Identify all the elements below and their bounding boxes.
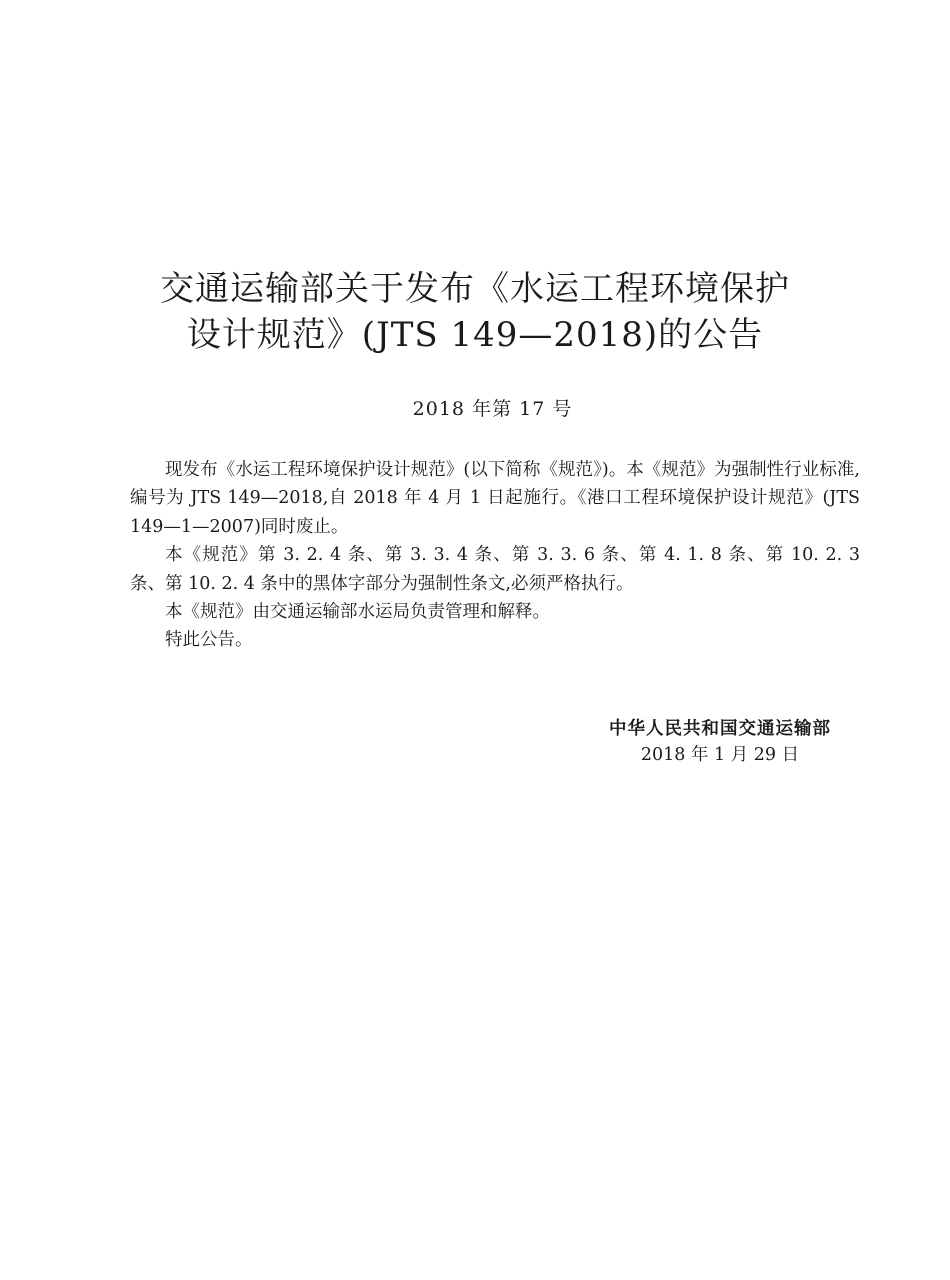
- title-line-2: 设计规范》(JTS 149—2018)的公告: [186, 315, 764, 355]
- title-line-1: 交通运输部关于发布《水运工程环境保护: [160, 269, 790, 309]
- paragraph-management: 本《规范》由交通运输部水运局负责管理和解释。: [165, 602, 550, 623]
- paragraph-publication: 现发布《水运工程环境保护设计规范》(以下简称《规范》)。本《规范》为强制性行业标准,编号为 JTS 149—2018,自 2018 年 4 月 1 日起施行。《港口工程环境保护设计规范》(JTS 149—1—2007)同时废止。: [130, 460, 860, 537]
- announcement-title: [0, 266, 950, 358]
- paragraph-mandatory-clauses: 本《规范》第 3. 2. 4 条、第 3. 3. 4 条、第 3. 3. 6 条、第 4. 1. 8 条、第 10. 2. 3 条、第 10. 2. 4 条中的黑体字部分为强制性条文,必须严格执行。: [130, 545, 860, 594]
- announcement-body: [130, 456, 860, 655]
- announcement-number: 2018 年第 17 号: [412, 398, 573, 420]
- paragraph-closing: 特此公告。: [165, 630, 253, 651]
- signature-block: [560, 716, 880, 768]
- issue-date: 2018 年 1 月 29 日: [640, 745, 800, 765]
- issuer-name: 中华人民共和国交通运输部: [609, 719, 831, 739]
